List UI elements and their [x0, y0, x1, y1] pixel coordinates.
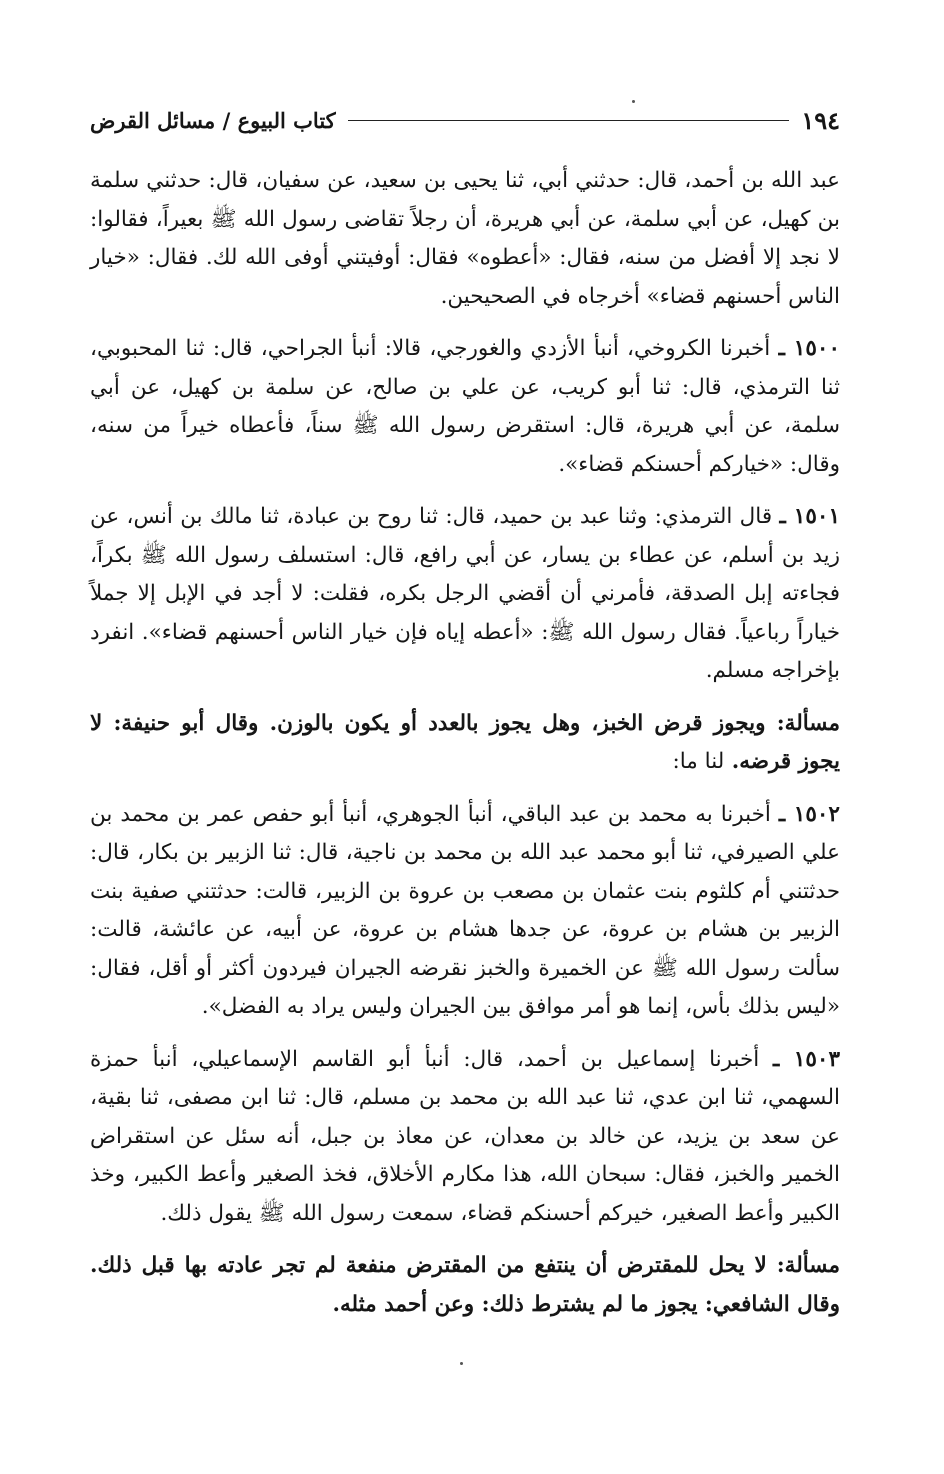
hadith-text: أخبرنا إسماعيل بن أحمد، قال: أنبأ أبو القاسم الإسماعيلي، أنبأ حمزة السهمي، ثنا ابن عدي، ثنا عبد الله بن محمد بن مسلم، قال: ثنا ابن مصفى، ثنا بقية، عن سعد بن يزيد، عن خالد بن معدان، عن معاذ بن جبل، أنه سئل عن استقراض الخمير والخبز، فقال: سبحان الله، هذا مكارم الأخلاق، فخذ الصغير وأعط الكبير، وخذ الكبير وأعط الصغير، خيركم أحسنكم قضاء، سمعت رسول الله ﷺ يقول ذلك. [90, 1046, 840, 1226]
masala-paragraph [90, 1247, 840, 1324]
hadith-number: ١٥٠٢ ـ [778, 801, 840, 827]
hadith-text: قال الترمذي: وثنا عبد بن حميد، قال: ثنا روح بن عبادة، ثنا مالك بن أنس، عن زيد بن أسلم، عن عطاء بن يسار، عن أبي رافع، قال: استسلف رسول الله ﷺ بكراً، فجاءته إبل الصدقة، فأمرني أن أقضي الرجل بكره، فقلت: لا أجد في الإبل إلا جملاً خياراً رباعياً. فقال رسول الله ﷺ: «أعطه إياه فإن خيار الناس أحسنهم قضاء». انفرد بإخراجه مسلم. [90, 504, 840, 683]
hadith-number: ١٥٠١ ـ [779, 504, 840, 529]
book-page [90, 100, 840, 1338]
page-number: ١٩٤ [801, 105, 840, 135]
masala-text: مسألة: ويجوز قرض الخبز، وهل يجوز بالعدد أو يكون بالوزن. وقال أبو حنيفة: لا يجوز قرضه. [90, 710, 840, 774]
running-title: كتاب البيوع / مسائل القرض [90, 107, 336, 133]
hadith-number: ١٥٠٣ ـ [773, 1046, 840, 1072]
hadith-text: عبد الله بن أحمد، قال: حدثني أبي، ثنا يحيى بن سعيد، عن سفيان، قال: حدثني سلمة بن كهيل، عن أبي سلمة، عن أبي هريرة، أن رجلاً تقاضى رسول الله ﷺ بعيراً، فقالوا: لا نجد إلا أفضل من سنه، فقال: «أعطوه» فقال: أوفيتني أوفى الله لك. فقال: «خيار الناس أحسنهم قضاء» أخرجاه في الصحيحين. [90, 168, 840, 309]
scan-speck [460, 1362, 463, 1365]
masala-continuation: لنا ما: [672, 749, 725, 774]
masala-text: مسألة: لا يحل للمقترض أن ينتفع من المقترض منفعة لم تجر عادته بها قبل ذلك. وقال الشافعي: يجوز ما لم يشترط ذلك: وعن أحمد مثله. [90, 1253, 840, 1317]
hadith-paragraph [90, 330, 840, 484]
scan-speck [632, 100, 635, 103]
hadith-paragraph [90, 1041, 840, 1234]
hadith-paragraph [90, 498, 840, 691]
hadith-paragraph [90, 796, 840, 1027]
hadith-text: أخبرنا الكروخي، أنبأ الأزدي والغورجي، قالا: أنبأ الجراحي، قال: ثنا المحبوبي، ثنا الترمذي، قال: ثنا أبو كريب، عن علي بن صالح، عن سلمة بن كهيل، عن أبي سلمة، عن أبي هريرة، قال: استقرض رسول الله ﷺ سناً، فأعطاه خيراً من سنه، وقال: «خياركم أحسنكم قضاء». [90, 336, 840, 477]
header-rule [348, 120, 790, 121]
masala-paragraph [90, 705, 840, 782]
hadith-text: أخبرنا به محمد بن عبد الباقي، أنبأ الجوهري، أنبأ أبو حفص عمر بن محمد بن علي الصيرفي، ثنا أبو محمد عبد الله بن محمد بن ناجية، قال: ثنا الزبير بن بكار، قال: حدثتني أم كلثوم بنت عثمان بن مصعب بن عروة بن الزبير، قالت: حدثتني صفية بنت الزبير بن هشام بن عروة، عن جدها هشام بن عروة، عن أبيه، عن عائشة، قالت: سألت رسول الله ﷺ عن الخميرة والخبز نقرضه الجيران فيردون أكثر أو أقل، فقال: «ليس بذلك بأس، إنما هو أمر موافق بين الجيران وليس يراد به الفضل». [90, 801, 840, 1019]
page-header [90, 100, 840, 140]
hadith-number: ١٥٠٠ ـ [778, 336, 840, 361]
hadith-paragraph [90, 162, 840, 316]
